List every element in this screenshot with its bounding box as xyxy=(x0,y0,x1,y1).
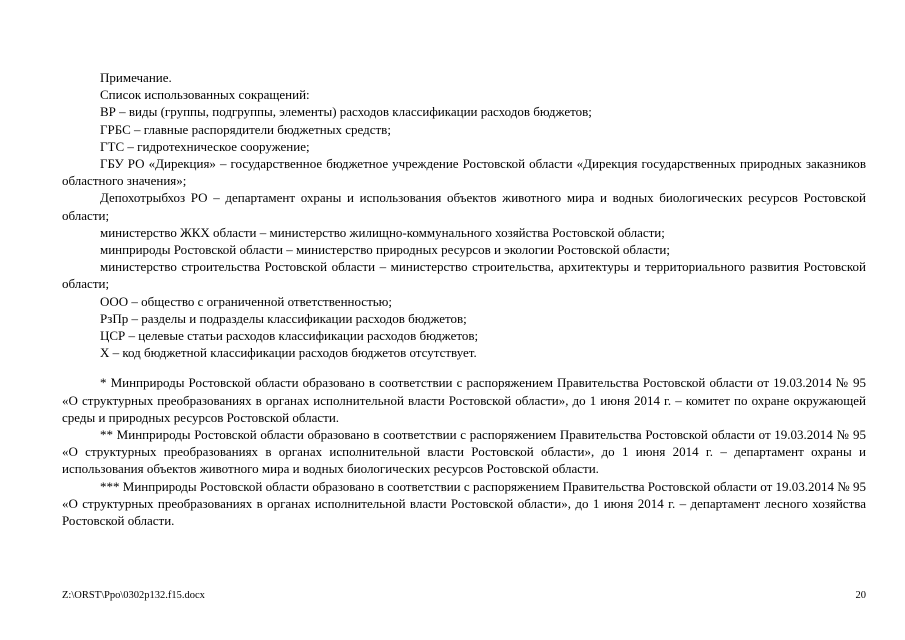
footnote-2: ** Минприроды Ростовской области образовано в соответствии с распоряжением Правительства Ростовской области от 19.03.2014 № 95 «О структурных преобразованиях в органах исполнительной власти Ростовской области», до 1 июня 2014 г. – департамент охраны и использования объектов животного мира и водных биологических ресурсов Ростовской области. xyxy=(62,427,866,477)
abbreviation-item: министерство строительства Ростовской области – министерство строительства, архитектуры и территориального развития Ростовской области; xyxy=(62,259,866,292)
footnotes xyxy=(62,374,866,529)
note-heading: Примечание. xyxy=(100,70,172,85)
abbreviation-item: Х – код бюджетной классификации расходов бюджетов отсутствует. xyxy=(100,345,477,361)
file-path: Z:\ORST\Ppo\0302p132.f15.docx xyxy=(62,590,205,601)
abbreviation-item: министерство ЖКХ области – министерство жилищно-коммунального хозяйства Ростовской области; xyxy=(100,224,665,240)
document-body xyxy=(62,69,866,529)
abbreviation-item: Депохотрыбхоз РО – департамент охраны и использования объектов животного мира и водных биологических ресурсов Ростовской области; xyxy=(62,190,866,223)
abbreviation-item: ВР – виды (группы, подгруппы, элементы) расходов классификации расходов бюджетов; xyxy=(100,104,592,120)
abbreviations-heading: Список использованных сокращений: xyxy=(100,87,310,103)
abbreviation-item: ГРБС – главные распорядители бюджетных средств; xyxy=(100,121,391,137)
footnote-1: * Минприроды Ростовской области образовано в соответствии с распоряжением Правительства Ростовской области от 19.03.2014 № 95 «О структурных преобразованиях в органах исполнительной власти Ростовской области», до 1 июня 2014 г. – комитет по охране окружающей среды и природных ресурсов Ростовской области. xyxy=(62,375,866,425)
abbreviation-item: ООО – общество с ограниченной ответственностью; xyxy=(100,293,393,309)
page-number: 20 xyxy=(855,590,866,601)
abbreviation-item: ЦСР – целевые статьи расходов классификации расходов бюджетов; xyxy=(100,328,479,344)
abbreviation-item: ГБУ РО «Дирекция» – государственное бюджетное учреждение Ростовской области «Дирекция государственных природных заказников областного значения»; xyxy=(62,156,866,189)
abbreviation-item: минприроды Ростовской области – министерство природных ресурсов и экологии Ростовской области; xyxy=(100,242,670,258)
abbreviation-item: ГТС – гидротехническое сооружение; xyxy=(100,138,310,154)
abbreviation-item: РзПр – разделы и подразделы классификации расходов бюджетов; xyxy=(100,310,467,326)
footnote-3: *** Минприроды Ростовской области образовано в соответствии с распоряжением Правительства Ростовской области от 19.03.2014 № 95 «О структурных преобразованиях в органах исполнительной власти Ростовской области», до 1 июня 2014 г. – департамент лесного хозяйства Ростовской области. xyxy=(62,478,866,529)
